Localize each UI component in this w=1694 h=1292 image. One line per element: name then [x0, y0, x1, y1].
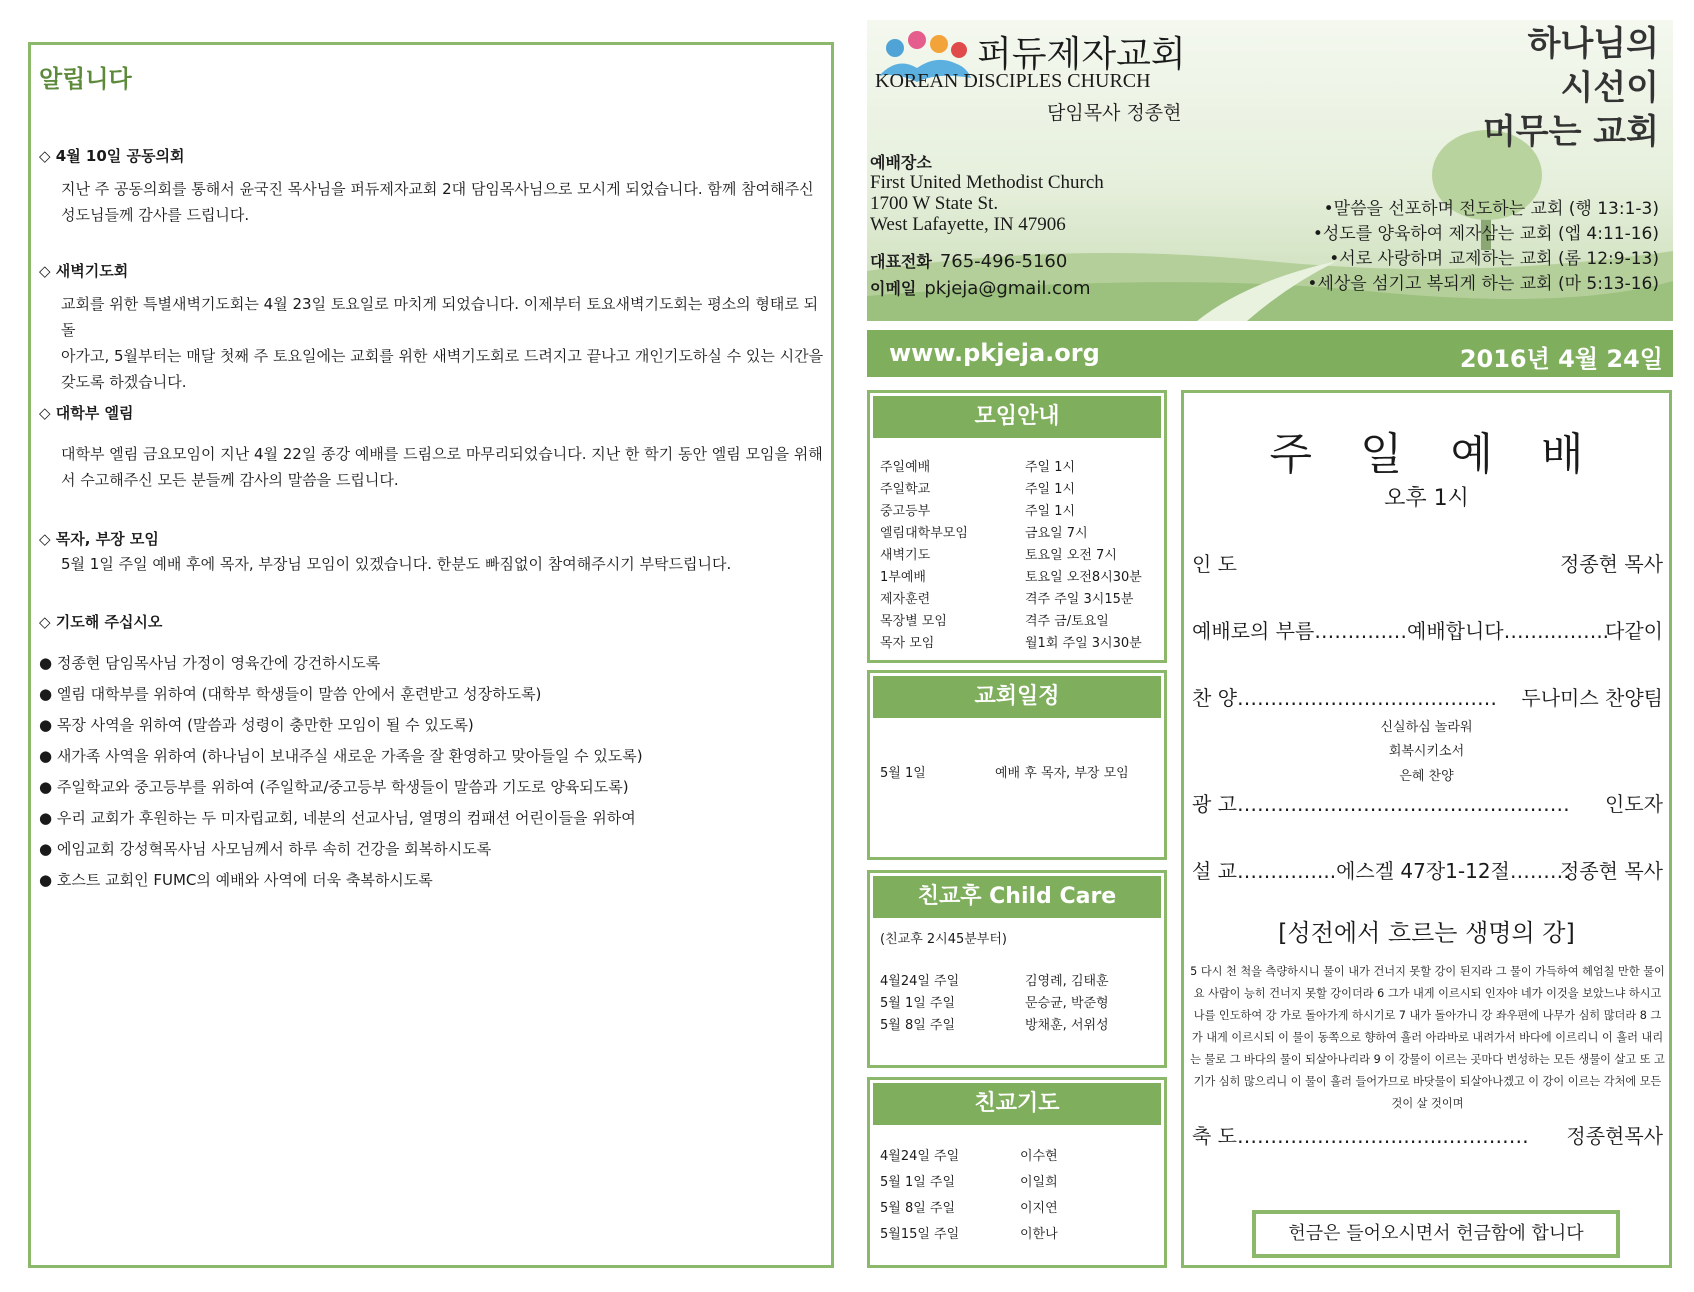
- prayer-item: ● 정종현 담임목사님 가정이 영육간에 강건하시도록: [39, 654, 381, 672]
- bulletin-date: 2016년 4월 24일: [1459, 345, 1663, 373]
- order-sermon: 설 교…………...에스겔 47장1-12절……… 정종현 목사: [1192, 859, 1663, 883]
- childcare-row: 5월 8일 주일 방채훈, 서위성: [880, 1018, 1109, 1033]
- meeting-row: 주일학교 주일 1시: [880, 482, 1076, 497]
- meeting-row: 엘림대학부모임 금요일 7시: [880, 526, 1088, 541]
- schedule-box: [867, 670, 1167, 860]
- section-heading: ◇ 4월 10일 공동의회: [39, 147, 185, 165]
- venue-line: West Lafayette, IN 47906: [870, 214, 1066, 235]
- prayer-duty-row: 4월24일 주일 이수현: [880, 1149, 1058, 1164]
- childcare-row: 5월 1일 주일 문승균, 박준형: [880, 996, 1109, 1011]
- mission-line: •세상을 섬기고 복되게 하는 교회 (마 5:13-16): [1307, 274, 1659, 294]
- worship-title: 주일예배: [1269, 429, 1632, 480]
- order-announcements: 광 고……….…….…………………………… 인도자: [1192, 792, 1663, 816]
- worship-time: 오후 1시: [1384, 486, 1469, 511]
- mission-line: •서로 사랑하며 교제하는 교회 (롬 12:9-13): [1329, 249, 1659, 269]
- prayer-duty-row: 5월 8일 주일 이지연: [880, 1201, 1058, 1216]
- hymn-title: 은혜 찬양: [1399, 769, 1454, 784]
- venue-line: 1700 W State St.: [870, 193, 999, 214]
- section-heading: ◇ 대학부 엘림: [39, 404, 134, 422]
- section-line: 지난 주 공동의회를 통해서 윤국진 목사님을 퍼듀제자교회 2대 담임목사님으로 모시게 되었습니다. 함께 참여해주신: [61, 180, 814, 198]
- prayer-item: ● 주일학교와 중고등부를 위하여 (주일학교/중고등부 학생들이 말씀과 기도로 양육되도록): [39, 778, 629, 796]
- scripture-title: [성전에서 흐르는 생명의 강]: [1278, 919, 1575, 947]
- section-meeting: [39, 145, 829, 228]
- email-label: 이메일: [870, 279, 917, 298]
- section-prayer: [39, 611, 829, 896]
- childcare-title: 친교후 Child Care: [873, 876, 1161, 918]
- prayer-item: ● 우리 교회가 후원하는 두 미자립교회, 네분의 선교사님, 열명의 컴패션 어린이들을 위하여: [39, 809, 636, 827]
- mission-line: •성도를 양육하여 제자삼는 교회 (엡 4:11-16): [1312, 224, 1659, 244]
- prayer-duty-row: 5월 1일 주일 이일희: [880, 1175, 1058, 1190]
- meeting-row: 목장별 모임 격주 금/토요일: [880, 614, 1109, 629]
- tagline-line: 하나님의: [1527, 24, 1659, 64]
- venue-line: First United Methodist Church: [870, 172, 1104, 193]
- prayer-item: ● 새가족 사역을 위하여 (하나님이 보내주실 새로운 가족을 잘 환영하고 맞아들일 수 있도록): [39, 747, 643, 765]
- section-heading: ◇ 목자, 부장 모임: [39, 530, 159, 548]
- order-call-to-worship: 예배로의 부름…….….…예배합니다……..…….. 다같이: [1192, 619, 1663, 643]
- meeting-row: 중고등부 주일 1시: [880, 504, 1076, 519]
- prayer-item: ● 엘림 대학부를 위하여 (대학부 학생들이 말씀 안에서 훈련받고 성장하도록): [39, 685, 542, 703]
- website-link[interactable]: www.pkjeja.org: [889, 339, 1100, 367]
- meetings-box: [867, 390, 1167, 663]
- meeting-row: 새벽기도 토요일 오전 7시: [880, 548, 1117, 563]
- phone-number: 765-496-5160: [939, 251, 1068, 272]
- section-college: [39, 402, 829, 493]
- section-leaders: [39, 528, 829, 577]
- mission-line: •말씀을 선포하며 전도하는 교회 (행 13:1-3): [1323, 199, 1659, 219]
- hymn-title: 회복시키소서: [1388, 744, 1465, 759]
- section-line: 교회를 위한 특별새벽기도회는 4월 23일 토요일로 마치게 되었습니다. 이제부터 토요새벽기도회는 평소의 형태로 되돌: [61, 295, 819, 339]
- email-address: pkjeja@gmail.com: [924, 278, 1091, 299]
- section-dawn-prayer: [39, 260, 829, 395]
- email: [870, 276, 1091, 299]
- section-line: 갖도록 하겠습니다.: [61, 373, 187, 391]
- meeting-row: 목자 모임 월1회 주일 3시30분: [880, 636, 1142, 651]
- church-header: [867, 20, 1673, 321]
- hymn-title: 신실하심 놀라워: [1380, 720, 1473, 735]
- section-line: 아가고, 5월부터는 매달 첫째 주 토요일에는 교회를 위한 새벽기도회로 드려지고 끝나고 개인기도하실 수 있는 시간을: [61, 347, 824, 365]
- scripture-text: 5 다시 천 척을 측량하시니 물이 내가 건너지 못할 강이 된지라 그 물이 가득하여 헤엄칠 만한 물이요 사람이 능히 건너지 못할 강이더라 6 그가 내게 이르시되 인자야 네가 이것을 보았느냐 하시고 나를 인도하여 강 가로 돌아가게 하시기로 7 내가 돌아가니 강 좌우편에 나무가 심히 많더라 8 그가 내게 이르시되 이 물이 동쪽으로 향하여 흘러 아라바로 내려가서 바다에 이르리니 이 흘러 내리는 물로 그 바다의 물이 되살아나리라 9 이 강물이 이르는 곳마다 번성하는 모든 생물이 살고 또 고기가 심히 많으리니 이 물이 흘러 들어가므로 바닷물이 되살아나겠고 이 강이 이르는 각처에 모든 것이 살 것이며: [1190, 965, 1665, 1110]
- venue-label: 예배장소: [870, 153, 932, 172]
- order-benediction: 축 도……………………..…...………… 정종현목사: [1192, 1124, 1663, 1148]
- worship-order: [1181, 390, 1672, 1268]
- phone-label: 대표전화: [870, 252, 932, 271]
- section-heading: ◇ 새벽기도회: [39, 262, 129, 280]
- tagline-line: 머무는 교회: [1482, 112, 1659, 152]
- meeting-row: 1부예배 토요일 오전8시30분: [880, 570, 1142, 585]
- tagline: [1483, 22, 1659, 154]
- schedule-row: 5월 1일 예배 후 목자, 부장 모임: [880, 766, 1129, 781]
- website-date-bar: [867, 330, 1673, 377]
- church-name-korean: 퍼듀제자교회: [977, 34, 1186, 75]
- tagline-line: 시선이: [1560, 68, 1659, 108]
- prayer-duty-title: 친교기도: [873, 1083, 1161, 1125]
- prayer-item: ● 목장 사역을 위하여 (말씀과 성령이 충만한 모임이 될 수 있도록): [39, 716, 474, 734]
- childcare-row: 4월24일 주일 김영례, 김태훈: [880, 974, 1109, 989]
- order-hymn: 찬 양………………………………… 두나미스 찬양팀: [1192, 686, 1663, 710]
- prayer-duty-row: 5월15일 주일 이한나: [880, 1227, 1058, 1242]
- pastor-name: 담임목사 정종현: [1047, 102, 1182, 124]
- section-line: 서 수고해주신 모든 분들께 감사의 말씀을 드립니다.: [61, 471, 399, 489]
- prayer-item: ● 에임교회 강성혁목사님 사모님께서 하루 속히 건강을 회복하시도록: [39, 840, 492, 858]
- schedule-title: 교회일정: [873, 676, 1161, 718]
- section-heading: ◇ 기도해 주십시오: [39, 613, 163, 631]
- prayer-item: ● 호스트 교회인 FUMC의 예배와 사역에 더욱 축복하시도록: [39, 871, 433, 889]
- childcare-note: (친교후 2시45분부터): [880, 932, 1007, 947]
- meeting-row: 주일예배 주일 1시: [880, 460, 1076, 475]
- offering-note: 헌금은 들어오시면서 헌금함에 합니다: [1252, 1210, 1620, 1258]
- meeting-row: 제자훈련 격주 주일 3시15분: [880, 592, 1134, 607]
- order-leader: 인 도 정종현 목사: [1192, 552, 1663, 576]
- section-line: 5월 1일 주일 예배 후에 목자, 부장님 모임이 있겠습니다. 한분도 빠짐없이 참여해주시기 부탁드립니다.: [61, 555, 732, 573]
- section-line: 대학부 엘림 금요모임이 지난 4월 22일 종강 예배를 드림으로 마무리되었습니다. 지난 한 학기 동안 엘림 모임을 위해: [61, 445, 823, 463]
- childcare-box: [867, 870, 1167, 1068]
- church-name-english: KOREAN DISCIPLES CHURCH: [875, 70, 1151, 92]
- section-line: 성도님들께 감사를 드립니다.: [61, 206, 250, 224]
- announcements-panel: [28, 42, 834, 1268]
- meetings-title: 모임안내: [873, 396, 1161, 438]
- phone: [870, 249, 1067, 272]
- announcements-title: 알립니다: [39, 65, 132, 93]
- prayer-duty-box: [867, 1077, 1167, 1268]
